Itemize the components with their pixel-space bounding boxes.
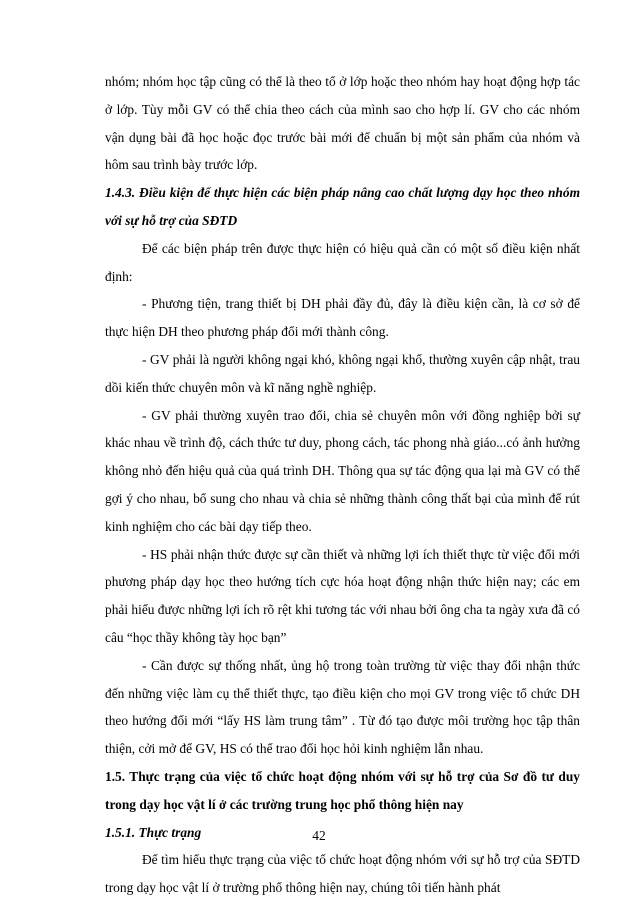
heading-1-5-1: 1.5.1. Thực trạng — [105, 824, 202, 840]
paragraph-condition-teacher-sharing: - GV phải thường xuyên trao đổi, chia sẻ chuyên môn với đồng nghiệp bởi sự khác nhau về trình độ, cách thức tư duy, phong cách, tác phong nhà giáo...có ảnh hưởng không nhỏ đến hiệu quả của quá trình DH. Thông qua sự tác động qua lại mà GV có thể gợi ý cho nhau, bổ sung cho nhau và chia sẻ những thành công thất bại của mình để rút kinh nghiệm cho các bài dạy tiếp theo. — [105, 407, 580, 534]
page-number: 42 — [312, 828, 326, 843]
paragraph-condition-teacher-effort: - GV phải là người không ngại khó, không ngại khổ, thường xuyên cập nhật, trau dồi kiến thức chuyên môn và kĩ năng nghề nghiệp. — [105, 351, 580, 395]
heading-1-4-3: 1.4.3. Điều kiện để thực hiện các biện pháp nâng cao chất lượng dạy học theo nhóm với sự hỗ trợ của SĐTD — [105, 185, 580, 228]
paragraph-continuation: nhóm; nhóm học tập cũng có thể là theo tổ ở lớp hoặc theo nhóm hay hoạt động hợp tác ở lớp. Tùy mỗi GV có thể chia theo cách của mình sao cho hợp lí. GV cho các nhóm vận dụng bài đã học hoặc đọc trước bài mới để chuẩn bị một sản phẩm của nhóm và hôm sau trình bày trước lớp. — [105, 74, 580, 173]
paragraph-condition-school-support: - Cần được sự thống nhất, ủng hộ trong toàn trường từ việc thay đổi nhận thức đến những việc làm cụ thể thiết thực, tạo điều kiện cho mọi GV trong việc tổ chức DH theo hướng đổi mới “lấy HS làm trung tâm” . Từ đó tạo được môi trường học tập thân thiện, cởi mở để GV, HS có thể trao đổi học hỏi kinh nghiệm lẫn nhau. — [105, 657, 580, 757]
paragraph-survey-intro: Để tìm hiểu thực trạng của việc tổ chức hoạt động nhóm với sự hỗ trợ của SĐTD trong dạy học vật lí ở trường phổ thông hiện nay, chúng tôi tiến hành phát — [105, 852, 580, 896]
paragraph-condition-equipment: - Phương tiện, trang thiết bị DH phải đầy đủ, đây là điều kiện cần, là cơ sở để thực hiện DH theo phương pháp đổi mới thành công. — [105, 296, 580, 340]
paragraph-conditions-intro: Để các biện pháp trên được thực hiện có hiệu quả cần có một số điều kiện nhất định: — [105, 240, 580, 284]
page-body — [105, 68, 580, 902]
paragraph-condition-student-awareness: - HS phải nhận thức được sự cần thiết và những lợi ích thiết thực từ việc đổi mới phương pháp dạy học theo hướng tích cực hóa hoạt động nhận thức hiện nay; các em phải hiểu được những lợi ích rõ rệt khi tương tác với nhau bởi ông cha ta ngày xưa đã có câu “học thầy không tày học bạn” — [105, 546, 580, 645]
heading-1-5: 1.5. Thực trạng của việc tổ chức hoạt động nhóm với sự hỗ trợ của Sơ đồ tư duy trong dạy học vật lí ở các trường trung học phổ thông hiện nay — [105, 768, 580, 812]
